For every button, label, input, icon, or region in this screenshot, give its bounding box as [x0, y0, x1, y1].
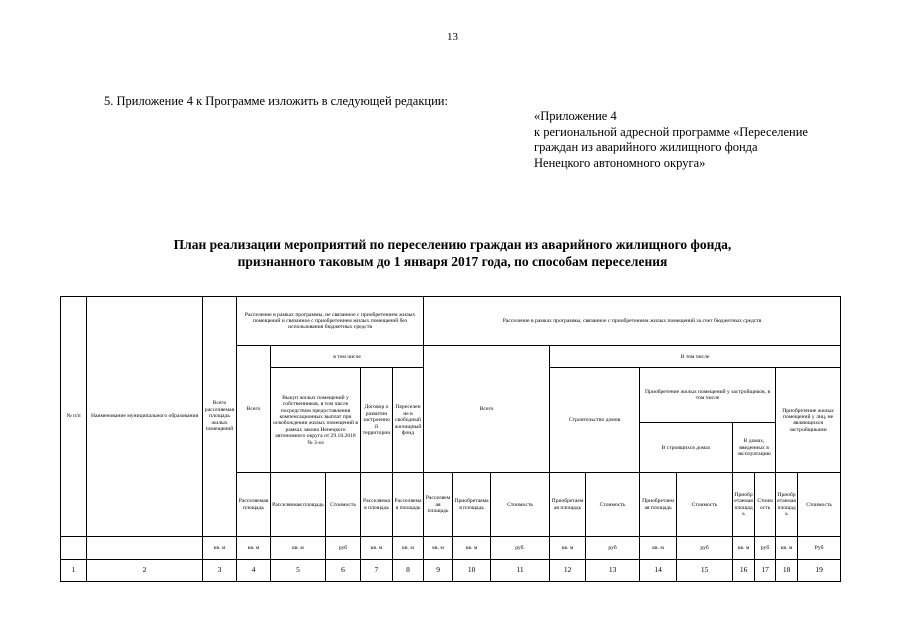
- appendix-line: Ненецкого автономного округа»: [534, 155, 706, 170]
- unit-cell: кв. м: [640, 537, 677, 560]
- unit-cell: кв. м: [203, 537, 237, 560]
- column-number: 18: [776, 560, 798, 582]
- header-relocated-area: Расселяемая площадь: [237, 473, 271, 537]
- header-cost: Стоимость: [326, 473, 361, 537]
- unit-cell: руб.: [491, 537, 550, 560]
- column-number: 16: [733, 560, 755, 582]
- header-relocated-area: Расселяемая площадь: [271, 473, 326, 537]
- column-number: 17: [755, 560, 776, 582]
- unit-cell: руб: [326, 537, 361, 560]
- unit-cell: кв. м: [453, 537, 491, 560]
- column-number: 5: [271, 560, 326, 582]
- header-total-budget: Всего: [424, 346, 550, 473]
- header-acquired-area: Приобретаемая площадь: [640, 473, 677, 537]
- header-acq-non-dev: Приобретение жилых помещений у лиц, не являющихся застройщиками: [776, 368, 841, 473]
- column-number: 3: [203, 560, 237, 582]
- header-num: № п/п: [61, 297, 87, 537]
- header-incl-upper: В том числе: [550, 346, 841, 368]
- header-relocated-area: Расселяемая площадь: [393, 473, 424, 537]
- column-number: 19: [798, 560, 841, 582]
- page-number: 13: [447, 31, 458, 43]
- unit-cell: кв. м: [776, 537, 798, 560]
- header-relocation: Переселение в свободный жилищный фонд: [393, 368, 424, 473]
- header-municipality: Наименование муниципального образования: [87, 297, 203, 537]
- column-number: 9: [424, 560, 453, 582]
- unit-cell: [87, 537, 203, 560]
- column-number: 12: [550, 560, 586, 582]
- column-number: 14: [640, 560, 677, 582]
- header-relocated-area: Расселяемая площадь: [361, 473, 393, 537]
- column-number: 11: [491, 560, 550, 582]
- header-cost: Стоимость: [798, 473, 841, 537]
- appendix-header: [534, 109, 808, 171]
- unit-cell: руб: [586, 537, 640, 560]
- header-buyout: Выкуп жилых помещений у собственников, в том числе посредством предоставления компенсационных выплат при освобождении жилых помещений в рамках закона Ненецкого автономного округа от 29.10.2018 № 3-оз: [271, 368, 361, 473]
- column-number: 2: [87, 560, 203, 582]
- unit-cell: кв. м: [424, 537, 453, 560]
- appendix-line: к региональной адресной программе «Переселение: [534, 124, 808, 139]
- header-total-area: Всего расселяемая площадь жилых помещений: [203, 297, 237, 537]
- plan-table: [60, 296, 841, 582]
- unit-cell: кв. м: [733, 537, 755, 560]
- header-contract: Договор о развитии застроенной территории: [361, 368, 393, 473]
- unit-cell: кв. м: [237, 537, 271, 560]
- title-line-2: признанного таковым до 1 января 2017 года, по способам переселения: [237, 254, 668, 269]
- header-acquired-area: Приобретаемая площадь: [550, 473, 586, 537]
- header-construction: Строительство домов: [550, 368, 640, 473]
- column-number: 13: [586, 560, 640, 582]
- unit-cell: [61, 537, 87, 560]
- appendix-line: граждан из аварийного жилищного фонда: [534, 140, 758, 154]
- unit-cell: руб: [677, 537, 733, 560]
- header-cost: Стоимость: [755, 473, 776, 537]
- column-number: 8: [393, 560, 424, 582]
- unit-cell: кв. м: [361, 537, 393, 560]
- unit-cell: кв. м: [393, 537, 424, 560]
- header-group-budget: Расселение в рамках программы, связанное с приобретением жилых помещений за счет бюджетных средств: [424, 297, 841, 346]
- header-in-commissioned: В домах, введенных в эксплуатацию: [733, 423, 776, 473]
- header-acquired-area: Приобретаемая площадь: [733, 473, 755, 537]
- column-number: 7: [361, 560, 393, 582]
- column-number: 6: [326, 560, 361, 582]
- header-cost: Стоимость: [677, 473, 733, 537]
- header-relocated-area: Расселяемая площадь: [424, 473, 453, 537]
- column-number: 1: [61, 560, 87, 582]
- intro-text: 5. Приложение 4 к Программе изложить в следующей редакции:: [104, 94, 448, 108]
- unit-cell: руб: [755, 537, 776, 560]
- header-acquisition: Приобретение жилых помещений у застройщиков, в том числе: [640, 368, 776, 423]
- unit-cell: кв. м: [271, 537, 326, 560]
- header-acquired-area: Приобретаемая площадь: [776, 473, 798, 537]
- appendix-line: «Приложение 4: [534, 109, 617, 123]
- column-number: 10: [453, 560, 491, 582]
- column-number: 4: [237, 560, 271, 582]
- header-group-no-budget: Расселение в рамках программы, не связанное с приобретением жилых помещений и связанное с приобретением жилых помещений без использования бюджетных средств: [237, 297, 424, 346]
- unit-cell: Руб: [798, 537, 841, 560]
- header-cost: Стоимость: [491, 473, 550, 537]
- title-line-1: План реализации мероприятий по переселению граждан из аварийного жилищного фонда,: [173, 237, 732, 252]
- column-number: 15: [677, 560, 733, 582]
- header-under-construction: В строящихся домах: [640, 423, 733, 473]
- header-acquired-area: Приобретаемая площадь: [453, 473, 491, 537]
- document-title: [0, 236, 905, 270]
- header-incl-lower: в том числе: [271, 346, 424, 368]
- unit-cell: кв. м: [550, 537, 586, 560]
- header-total: Всего: [237, 346, 271, 473]
- header-cost: Стоимость: [586, 473, 640, 537]
